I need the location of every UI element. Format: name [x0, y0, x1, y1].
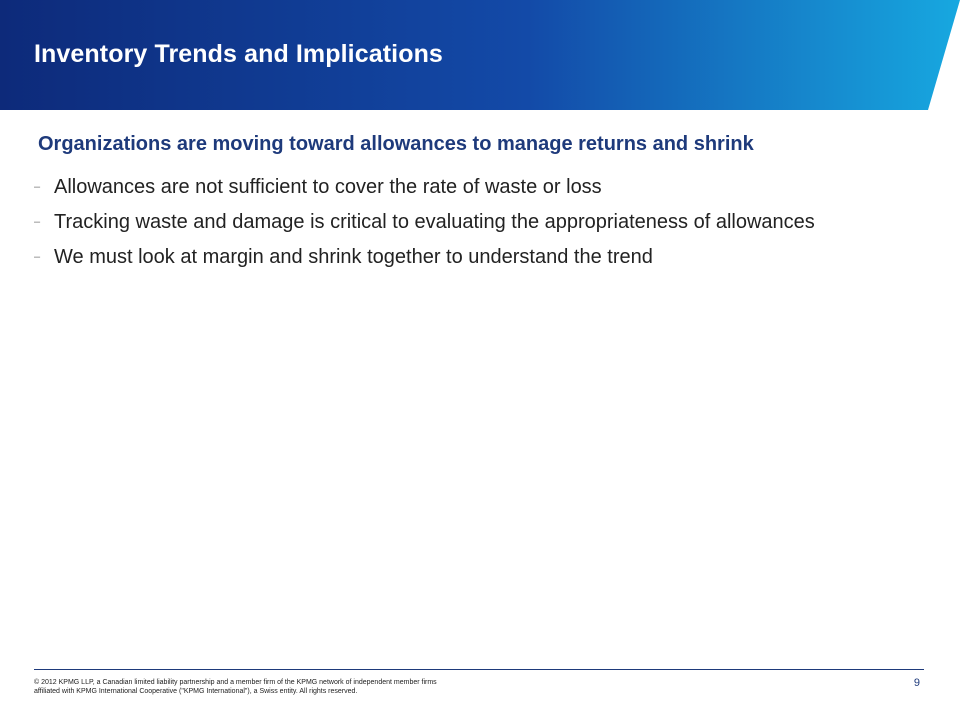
bullet-text: Tracking waste and damage is critical to evaluating the appropriateness of allowances — [54, 211, 815, 233]
bullet-item — [34, 210, 914, 234]
bullet-text: Allowances are not sufficient to cover the rate of waste or loss — [54, 176, 602, 198]
bullet-list — [34, 175, 914, 280]
copyright-line-2: affiliated with KPMG International Cooperative ("KPMG International"), a Swiss entity. All rights reserved. — [34, 688, 358, 695]
section-subtitle: Organizations are moving toward allowances to manage returns and shrink — [38, 133, 754, 155]
bullet-item — [34, 245, 914, 269]
copyright-notice — [34, 678, 514, 696]
dash-bullet-icon: – — [34, 181, 41, 193]
copyright-line-1: © 2012 KPMG LLP, a Canadian limited liability partnership and a member firm of the KPMG network of independent member firms — [34, 679, 437, 686]
dash-bullet-icon: – — [34, 216, 41, 228]
dash-bullet-icon: – — [34, 251, 41, 263]
page-number: 9 — [913, 677, 920, 689]
bullet-text: We must look at margin and shrink together to understand the trend — [54, 246, 653, 268]
footer-divider — [34, 669, 924, 670]
page-title: Inventory Trends and Implications — [34, 40, 443, 68]
bullet-item — [34, 175, 914, 199]
